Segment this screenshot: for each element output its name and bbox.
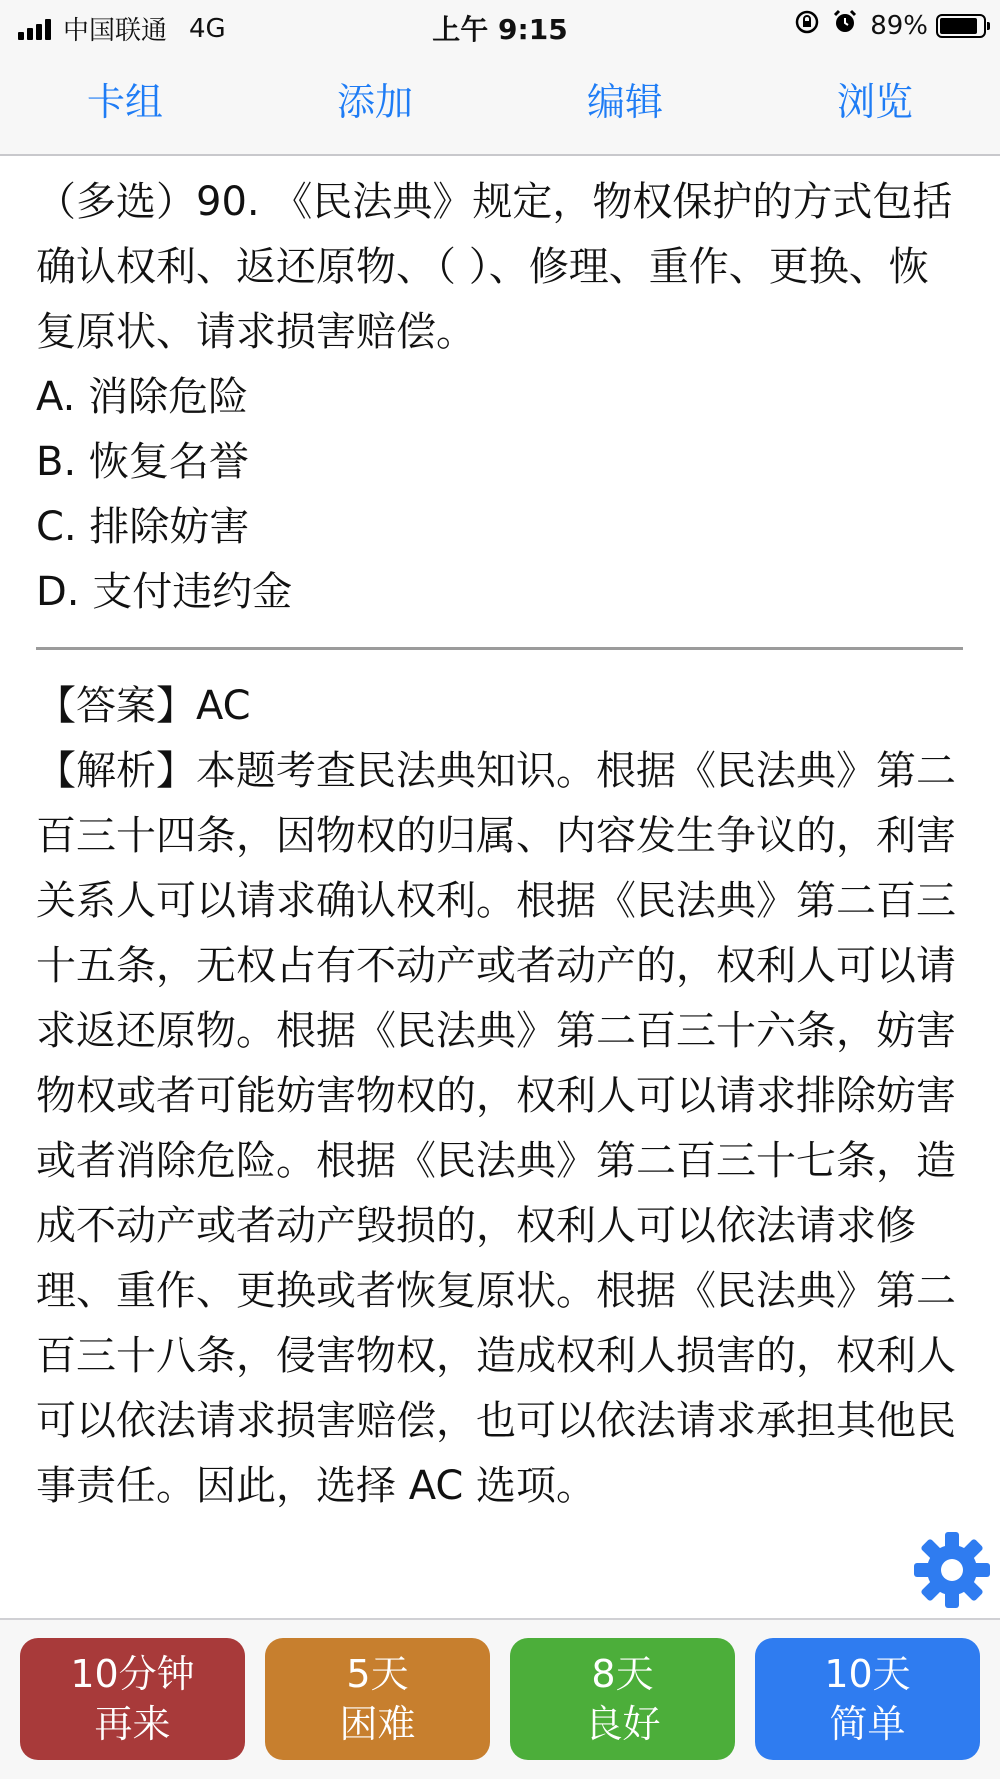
status-bar [0,0,1000,50]
easy-interval: 10天 [824,1652,911,1696]
alarm-icon [832,9,858,42]
answer-divider [36,647,963,650]
nav-bar [0,50,1000,156]
hard-interval: 5天 [346,1652,409,1696]
good-button[interactable] [510,1638,735,1760]
again-interval: 10分钟 [70,1652,195,1696]
battery-percent: 89% [870,10,928,41]
add-button[interactable]: 添加 [336,80,413,124]
gear-icon[interactable] [912,1530,992,1610]
again-button[interactable] [20,1638,245,1760]
hard-label: 困难 [339,1702,416,1746]
question-text: （多选）90. 《民法典》规定，物权保护的方式包括确认权利、返还原物、（ ）、修理、重作、更换、恢复原状、请求损害赔偿。 [36,179,953,355]
status-time: 上午 9:15 [432,13,568,46]
hard-button[interactable] [265,1638,490,1760]
analysis-text: 【解析】本题考查民法典知识。根据《民法典》第二百三十四条，因物权的归属、内容发生争议的，利害关系人可以请求确认权利。根据《民法典》第二百三十五条，无权占有不动产或者动产的，权利人可以请求返还原物。根据《民法典》第二百三十六条，妨害物权或者可能妨害物权的，权利人可以请求排除妨害或者消除危险。根据《民法典》第二百三十七条，造成不动产或者动产毁损的，权利人可以依法请求修理、重作、更换或者恢复原状。根据《民法典》第二百三十八条，侵害物权，造成权利人损害的，权利人可以依法请求损害赔偿，也可以依法请求承担其他民事责任。因此，选择 AC 选项。 [36,748,956,1509]
battery-level [940,18,977,34]
battery-icon [936,14,986,38]
card-content [36,170,956,1519]
carrier-label: 中国联通 [63,16,168,46]
browse-button[interactable]: 浏览 [836,80,913,124]
good-interval: 8天 [591,1652,654,1696]
option-c: C. 排除妨害 [36,504,250,550]
easy-button[interactable] [755,1638,980,1760]
good-label: 良好 [584,1702,661,1746]
status-right [794,9,986,42]
deck-button[interactable]: 卡组 [86,80,163,124]
rating-bar [0,1618,1000,1779]
network-label: 4G [189,13,226,44]
edit-button[interactable]: 编辑 [586,80,663,124]
easy-label: 简单 [829,1702,906,1746]
option-b: B. 恢复名誉 [36,439,249,485]
orientation-lock-icon [794,9,820,42]
option-d: D. 支付违约金 [36,569,293,615]
again-label: 再来 [94,1702,171,1746]
option-a: A. 消除危险 [36,374,249,420]
answer-text: 【答案】AC [36,683,251,729]
